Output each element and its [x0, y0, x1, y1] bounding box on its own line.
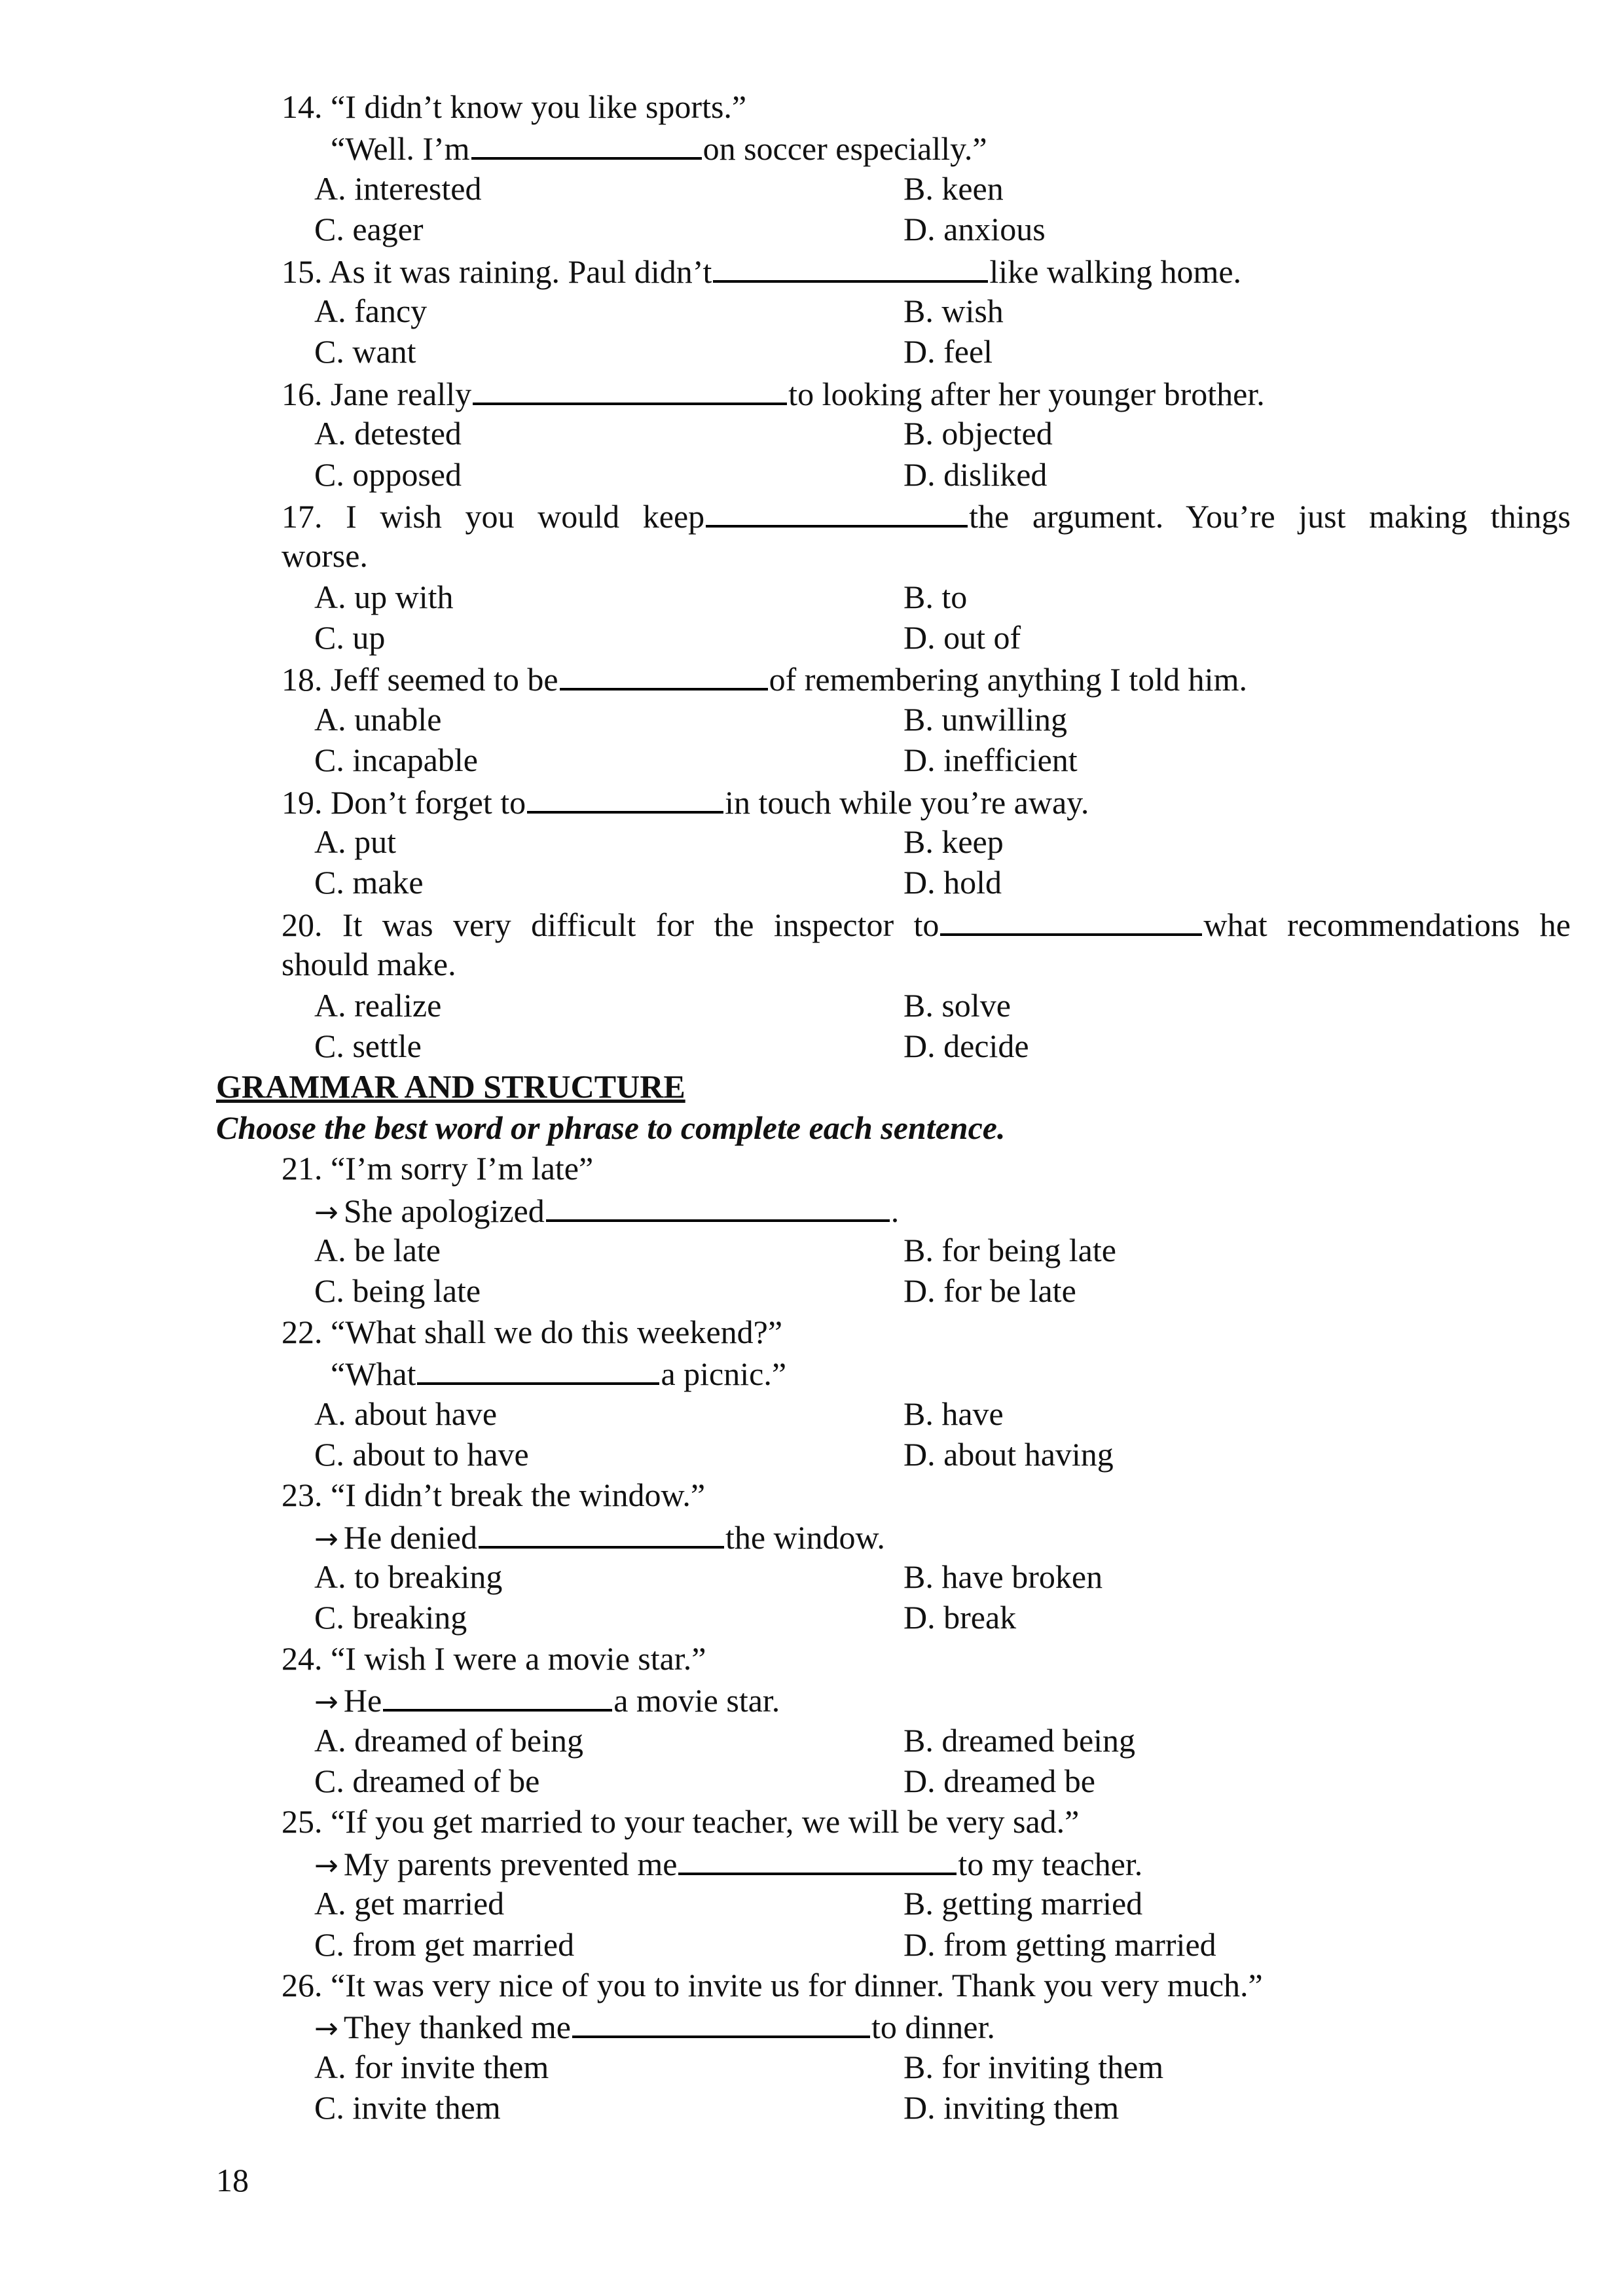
options-row — [0, 985, 1623, 1026]
options-row — [0, 209, 1623, 249]
options-row — [0, 2047, 1623, 2087]
answer-blank — [546, 1189, 890, 1222]
option-b: B. keep — [903, 823, 1004, 861]
question-21-line — [0, 1189, 1623, 1230]
option-c: C. dreamed of be — [314, 1763, 540, 1800]
question-21-pre: She apologized — [343, 1192, 545, 1229]
options-row — [0, 291, 1623, 331]
question-17-stem — [0, 495, 1623, 535]
options-row — [0, 1761, 1623, 1801]
option-a: A. up with — [314, 578, 454, 615]
option-b: B. to — [903, 578, 968, 615]
options-row — [0, 1924, 1623, 1965]
answer-blank — [678, 1842, 957, 1875]
options-row — [0, 2087, 1623, 2128]
option-b: B. for inviting them — [903, 2048, 1164, 2085]
option-b: B. unwilling — [903, 700, 1068, 738]
question-21-stem: 21. “I’m sorry I’m late” — [282, 1150, 594, 1187]
option-c: C. eager — [314, 211, 424, 248]
options-row — [0, 413, 1623, 454]
answer-blank — [473, 372, 787, 405]
arrow-icon: → — [314, 1685, 338, 1719]
answer-blank — [417, 1352, 659, 1385]
options-row — [0, 577, 1623, 617]
option-b: B. getting married — [903, 1885, 1143, 1922]
question-16-pre: 16. Jane really — [282, 375, 472, 412]
option-c: C. about to have — [314, 1435, 529, 1473]
document-page — [0, 86, 1623, 2128]
option-d: D. anxious — [903, 211, 1046, 248]
question-17-continuation: worse. — [282, 537, 368, 575]
question-18-stem — [0, 658, 1623, 698]
arrow-icon: → — [314, 2012, 338, 2046]
option-b: B. objected — [903, 415, 1053, 452]
option-c: C. breaking — [314, 1599, 467, 1636]
answer-blank — [479, 1516, 724, 1549]
question-17-pre: 17. I wish you would keep — [282, 497, 705, 535]
option-d: D. out of — [903, 619, 1021, 656]
option-a: A. unable — [314, 700, 442, 738]
answer-blank — [713, 250, 988, 283]
question-23-pre: He denied — [343, 1518, 477, 1556]
arrow-icon: → — [314, 1848, 338, 1882]
option-a: A. be late — [314, 1231, 441, 1268]
section-heading: GRAMMAR AND STRUCTURE — [216, 1068, 685, 1105]
page-number: 18 — [216, 2162, 249, 2198]
option-c: C. from get married — [314, 1926, 575, 1963]
answer-blank — [527, 781, 723, 814]
answer-blank — [471, 127, 702, 160]
option-a: A. put — [314, 823, 396, 861]
question-14-line — [0, 127, 1623, 168]
option-a: A. fancy — [314, 292, 428, 329]
question-17-post: the argument. You’re just making things — [969, 497, 1571, 535]
answer-blank — [706, 495, 968, 528]
options-row — [0, 617, 1623, 658]
options-row — [0, 454, 1623, 495]
question-23-stem: 23. “I didn’t break the window.” — [282, 1477, 706, 1514]
question-19-stem — [0, 781, 1623, 821]
question-19-pre: 19. Don’t forget to — [282, 783, 526, 821]
question-18-post: of remembering anything I told him. — [769, 661, 1247, 698]
question-22-pre: “What — [331, 1355, 416, 1393]
options-row — [0, 168, 1623, 209]
answer-blank — [572, 2005, 870, 2038]
question-20-post: what recommendations he — [1203, 906, 1571, 943]
question-24-post: a movie star. — [613, 1682, 780, 1719]
option-a: A. interested — [314, 170, 482, 207]
question-15-post: like walking home. — [989, 253, 1242, 290]
question-16-post: to looking after her younger brother. — [788, 375, 1265, 412]
question-15-pre: 15. As it was raining. Paul didn’t — [282, 253, 712, 290]
option-a: A. get married — [314, 1885, 505, 1922]
option-d: D. feel — [903, 333, 993, 370]
question-22-post: a picnic.” — [661, 1355, 787, 1393]
options-row — [0, 1883, 1623, 1924]
question-25-post: to my teacher. — [958, 1845, 1143, 1882]
question-22-stem: 22. “What shall we do this weekend?” — [282, 1313, 783, 1350]
options-row — [0, 1434, 1623, 1475]
option-d: D. inefficient — [903, 742, 1078, 779]
option-d: D. hold — [903, 864, 1002, 901]
option-d: D. break — [903, 1599, 1017, 1636]
question-25-stem: 25. “If you get married to your teacher, we will be very sad.” — [282, 1803, 1080, 1840]
question-26-stem: 26. “It was very nice of you to invite us for dinner. Thank you very much.” — [282, 1966, 1263, 2003]
question-20-pre: 20. It was very difficult for the inspector to — [282, 906, 939, 943]
question-26-post: to dinner. — [871, 2009, 995, 2046]
options-row — [0, 740, 1623, 780]
question-16-stem — [0, 372, 1623, 413]
option-c: C. settle — [314, 1027, 422, 1064]
question-24-stem: 24. “I wish I were a movie star.” — [282, 1640, 706, 1677]
option-a: A. realize — [314, 986, 442, 1024]
option-b: B. keen — [903, 170, 1004, 207]
answer-blank — [940, 903, 1202, 936]
question-14-pre: “Well. I’m — [331, 130, 470, 168]
question-20-continuation: should make. — [282, 946, 456, 983]
question-22-line — [0, 1352, 1623, 1393]
question-24-line — [0, 1679, 1623, 1719]
arrow-icon: → — [314, 1195, 338, 1229]
options-row — [0, 862, 1623, 903]
options-row — [0, 1026, 1623, 1066]
option-c: C. being late — [314, 1272, 481, 1310]
question-19-post: in touch while you’re away. — [725, 783, 1089, 821]
option-a: A. about have — [314, 1395, 498, 1432]
option-d: D. decide — [903, 1027, 1029, 1064]
option-c: C. up — [314, 619, 386, 656]
option-a: A. detested — [314, 415, 462, 452]
options-row — [0, 821, 1623, 862]
question-25-line — [0, 1842, 1623, 1883]
question-18-pre: 18. Jeff seemed to be — [282, 661, 558, 698]
question-26-pre: They thanked me — [343, 2009, 571, 2046]
answer-blank — [383, 1679, 612, 1712]
option-c: C. make — [314, 864, 424, 901]
option-a: A. for invite them — [314, 2048, 549, 2085]
question-20-stem — [0, 903, 1623, 944]
question-14-post: on soccer especially.” — [702, 130, 987, 168]
options-row — [0, 1556, 1623, 1597]
option-c: C. invite them — [314, 2089, 501, 2126]
options-row — [0, 1270, 1623, 1311]
option-b: B. have — [903, 1395, 1004, 1432]
option-b: B. solve — [903, 986, 1011, 1024]
arrow-icon: → — [314, 1522, 338, 1556]
option-a: A. dreamed of being — [314, 1721, 583, 1759]
question-21-post: . — [890, 1192, 900, 1229]
option-a: A. to breaking — [314, 1558, 503, 1596]
option-d: D. about having — [903, 1435, 1114, 1473]
options-row — [0, 331, 1623, 372]
question-23-post: the window. — [725, 1518, 885, 1556]
question-15-stem — [0, 250, 1623, 291]
question-25-pre: My parents prevented me — [343, 1845, 678, 1882]
option-b: B. for being late — [903, 1231, 1116, 1268]
options-row — [0, 1393, 1623, 1434]
question-14-stem: 14. “I didn’t know you like sports.” — [282, 88, 747, 125]
option-b: B. dreamed being — [903, 1721, 1136, 1759]
options-row — [0, 1230, 1623, 1270]
option-c: C. want — [314, 333, 416, 370]
option-d: D. for be late — [903, 1272, 1076, 1310]
option-d: D. disliked — [903, 456, 1048, 493]
section-instruction: Choose the best word or phrase to complete each sentence. — [216, 1109, 1006, 1146]
question-26-line — [0, 2005, 1623, 2046]
question-24-pre: He — [343, 1682, 382, 1719]
option-c: C. incapable — [314, 742, 478, 779]
option-d: D. inviting them — [903, 2089, 1120, 2126]
question-23-line — [0, 1516, 1623, 1556]
answer-blank — [560, 658, 768, 691]
option-d: D. from getting married — [903, 1926, 1216, 1963]
option-b: B. wish — [903, 292, 1004, 329]
option-b: B. have broken — [903, 1558, 1103, 1596]
option-c: C. opposed — [314, 456, 462, 493]
options-row — [0, 1597, 1623, 1638]
options-row — [0, 699, 1623, 740]
option-d: D. dreamed be — [903, 1763, 1095, 1800]
options-row — [0, 1720, 1623, 1761]
